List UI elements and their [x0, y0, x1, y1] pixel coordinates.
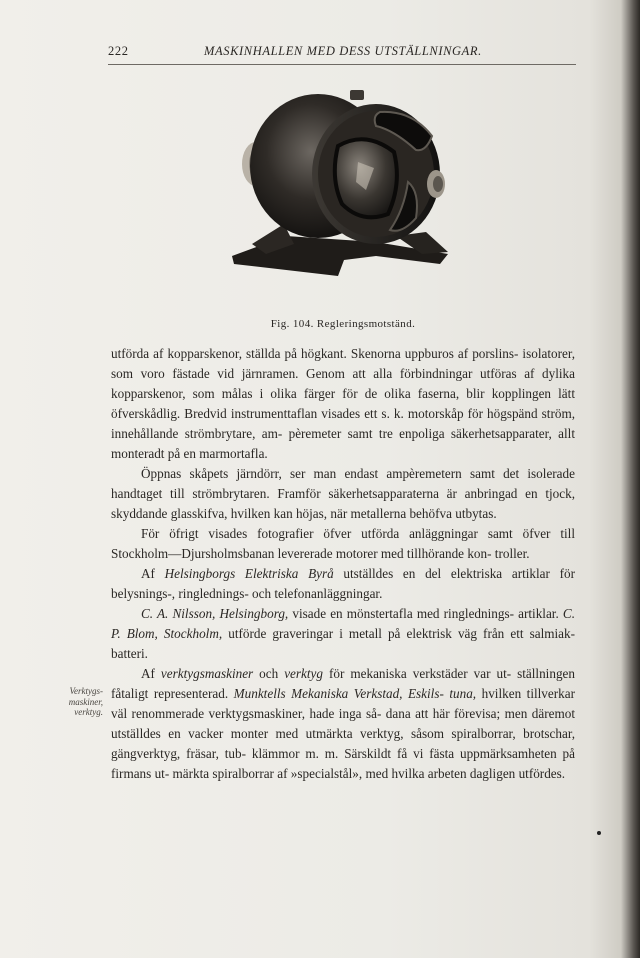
header-rule — [108, 64, 576, 65]
italic-run: verktygsmaskiner — [160, 666, 254, 681]
text-run: För öfrigt visades fotografier öfver utförda anläggningar samt öfver till Stockholm—Djursholmsbanan levererade motorer med tillhörande kon- troller. — [111, 526, 575, 561]
paragraph — [111, 524, 575, 564]
electric-motor-illustration — [226, 86, 454, 282]
paragraph — [111, 664, 575, 784]
paragraph — [111, 564, 575, 604]
figure-caption: Fig. 104. Regleringsmotständ. — [270, 318, 416, 330]
italic-run: Munktells Mekaniska Verkstad, Eskils- tuna, — [233, 686, 477, 701]
paragraph — [111, 604, 575, 664]
body-text — [111, 344, 575, 784]
text-run: Af — [141, 566, 165, 581]
paragraph — [111, 344, 575, 464]
paragraph — [111, 464, 575, 524]
italic-run: verktyg — [284, 666, 324, 681]
text-run: utställdes en del elektriska artiklar för belysnings-, ringlednings- och telefonanläggningar. — [111, 566, 576, 601]
text-run: visade en mönstertafla med ringlednings- artiklar. — [288, 606, 563, 621]
text-run: för mekaniska verkstäder var ut- ställningen fåtaligt representerad. — [111, 666, 575, 701]
text-run: Öppnas skåpets järndörr, ser man endast ampèremetern samt det isolerade handtaget till strömbrytaren. Framför säkerhetsapparaterna är anbringad en tjock, skyddande glasskifva, hvilken kan höjas, när metallerna behöfva utbytas. — [111, 466, 575, 521]
margin-note: Verktygs- maskiner, verktyg. — [68, 686, 103, 717]
text-run: och — [253, 666, 285, 681]
text-run: Af — [141, 666, 161, 681]
margin-dot — [597, 831, 601, 835]
text-run: utförda af kopparskenor, ställda på högkant. Skenorna uppburos af porslins- isolatorer, som voro fästade vid järnramen. Genom att alla förbindningar utföras af dylika kopparskenor, som målas i olika färger för de olika faserna, blir kopplingen lätt öfverskådlig. Bredvid instrumenttaflan visades ett s. k. motorskåp för högspänd ström, innehållande strömbrytare, am- pèremeter samt tre enpoliga säkerhetsapparater, allt monteradt på en marmortafla. — [111, 346, 575, 461]
italic-run: C. A. Nilsson, Helsingborg, — [141, 606, 289, 621]
text-run: hvilken tillverkar väl renommerade verktygsmaskiner, hade inga så- dana att här förevisa; men däremot utställdes en vacker monter med utmärkta verktyg, såsom spiralborrar, brotschar, gängverktyg, fräsar, tub- klämmor m. m. Särskildt få vi fästa uppmärksamheten på firmans ut- märkta spiralborrar af »specialstål», med hvilka arbeten dagligen utfördes. — [111, 686, 575, 781]
italic-run: C. P. Blom, Stockholm, — [111, 606, 575, 641]
running-title: MASKINHALLEN MED DESS UTSTÄLLNINGAR. — [204, 44, 482, 58]
page-number: 222 — [108, 44, 129, 58]
italic-run: Helsingborgs Elektriska Byrå — [164, 566, 334, 581]
text-run: utförde graveringar i metall på elektrisk väg från ett salmiak-batteri. — [111, 626, 575, 661]
